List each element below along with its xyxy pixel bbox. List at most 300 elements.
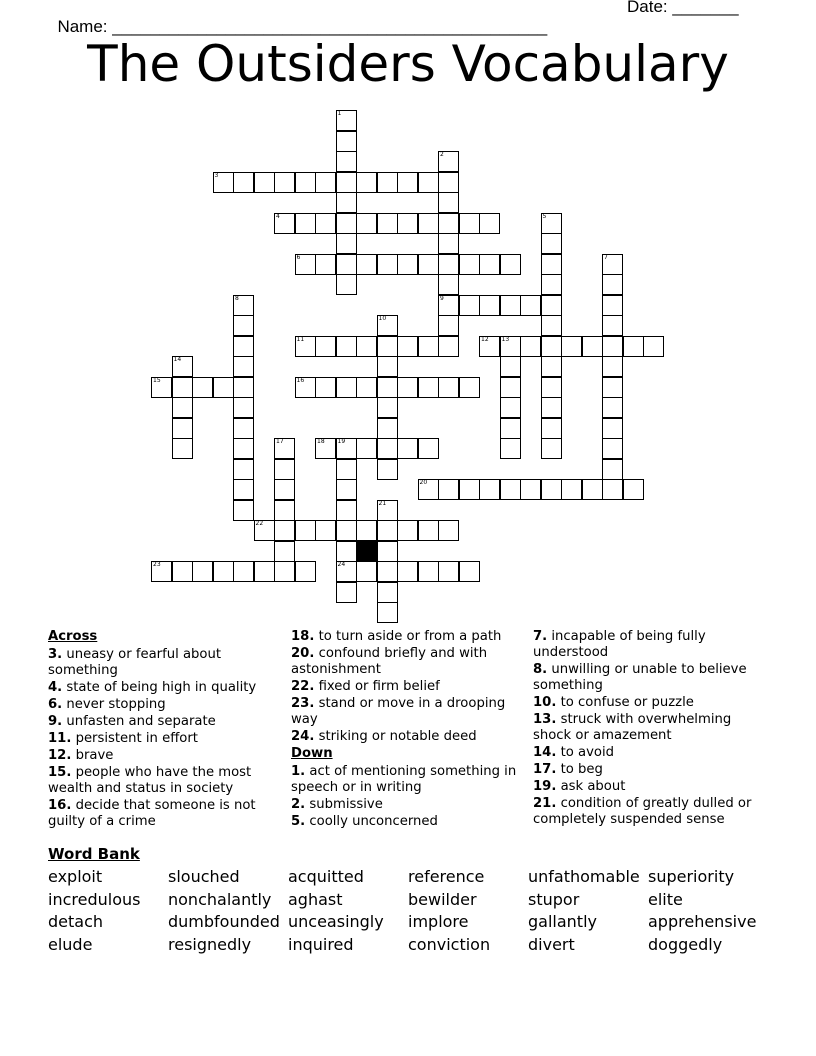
grid-cell[interactable] <box>397 520 418 541</box>
grid-cell[interactable] <box>233 356 254 377</box>
grid-cell[interactable] <box>213 561 234 582</box>
grid-cell[interactable] <box>233 479 254 500</box>
grid-cell[interactable] <box>356 336 377 357</box>
grid-cell[interactable] <box>274 459 295 480</box>
grid-cell[interactable] <box>336 561 357 582</box>
clue-item <box>533 745 773 761</box>
grid-cell[interactable] <box>602 274 623 295</box>
grid-cell[interactable] <box>336 274 357 295</box>
grid-cell[interactable] <box>397 172 418 193</box>
grid-cell[interactable] <box>418 213 439 234</box>
cell-number: 1 <box>337 110 342 117</box>
grid-cell[interactable] <box>336 500 357 521</box>
grid-cell[interactable] <box>397 561 418 582</box>
cell-number: 17 <box>276 438 284 445</box>
word-bank-item: conviction <box>408 935 491 955</box>
clue-item <box>291 814 521 830</box>
grid-cell[interactable] <box>336 254 357 275</box>
grid-cell[interactable] <box>438 254 459 275</box>
grid-cell[interactable] <box>500 479 521 500</box>
grid-cell[interactable] <box>377 561 398 582</box>
grid-cell[interactable] <box>233 172 254 193</box>
grid-cell[interactable] <box>295 377 316 398</box>
grid-cell[interactable] <box>295 561 316 582</box>
grid-cell[interactable] <box>172 377 193 398</box>
clue-item <box>291 679 521 695</box>
grid-cell[interactable] <box>336 336 357 357</box>
grid-cell[interactable] <box>233 418 254 439</box>
grid-cell[interactable] <box>356 377 377 398</box>
clue-number: 16. <box>48 798 72 813</box>
clue-number: 18. <box>291 629 315 644</box>
cell-number: 22 <box>255 520 264 527</box>
grid-cell[interactable] <box>233 438 254 459</box>
clue-text: unfasten and separate <box>62 714 216 729</box>
grid-cell[interactable] <box>336 213 357 234</box>
grid-cell[interactable] <box>438 213 459 234</box>
grid-cell[interactable] <box>541 418 562 439</box>
word-bank-item: slouched <box>168 867 240 886</box>
grid-cell[interactable] <box>541 397 562 418</box>
grid-cell[interactable] <box>336 520 357 541</box>
clue-item <box>48 680 278 696</box>
clue-item <box>291 696 521 728</box>
grid-cell[interactable] <box>541 295 562 316</box>
grid-cell[interactable] <box>377 582 398 603</box>
clue-number: 19. <box>533 779 557 794</box>
clue-item <box>48 748 278 764</box>
clue-text: to confuse or puzzle <box>556 695 694 710</box>
word-bank-heading: Word Bank <box>48 845 140 863</box>
grid-cell[interactable] <box>336 172 357 193</box>
word-bank-item: detach <box>48 912 104 932</box>
grid-cell[interactable] <box>172 356 193 377</box>
grid-cell[interactable] <box>254 172 275 193</box>
grid-cell[interactable] <box>336 459 357 480</box>
grid-cell[interactable] <box>315 172 336 193</box>
word-bank-item: inquired <box>288 935 354 955</box>
grid-cell[interactable] <box>500 356 521 377</box>
grid-cell[interactable] <box>500 336 521 357</box>
grid-cell[interactable] <box>233 336 254 357</box>
grid-cell[interactable] <box>356 254 377 275</box>
grid-cell[interactable] <box>500 295 521 316</box>
grid-cell[interactable] <box>623 336 644 357</box>
word-bank-item: acquitted <box>288 867 364 886</box>
grid-cell[interactable] <box>377 397 398 418</box>
clue-item <box>291 629 521 645</box>
clue-number: 17. <box>533 762 557 777</box>
cell-number: 10 <box>378 315 387 322</box>
clue-text: people who have the most wealth and status in society <box>48 765 252 796</box>
grid-cell[interactable] <box>438 172 459 193</box>
grid-cell[interactable] <box>377 500 398 521</box>
cell-number: 14 <box>173 356 182 363</box>
grid-cell[interactable] <box>602 315 623 336</box>
clue-text: striking or notable deed <box>314 729 477 744</box>
clue-number: 2. <box>291 797 306 812</box>
clue-item <box>48 697 278 713</box>
grid-cell[interactable] <box>500 418 521 439</box>
grid-cell[interactable] <box>274 541 295 562</box>
grid-cell[interactable] <box>336 131 357 152</box>
clue-number: 24. <box>291 729 315 744</box>
word-bank-item: elite <box>648 889 683 909</box>
clue-number: 4. <box>48 680 63 695</box>
grid-cell[interactable] <box>377 459 398 480</box>
clue-text: incapable of being fully understood <box>533 629 706 660</box>
grid-cell[interactable] <box>459 377 480 398</box>
clue-number: 13. <box>533 712 557 727</box>
grid-cell[interactable] <box>315 336 336 357</box>
clue-text: condition of greatly dulled or completely suspended sense <box>533 796 752 827</box>
grid-cell[interactable] <box>356 172 377 193</box>
clue-item <box>533 629 773 661</box>
grid-cell[interactable] <box>459 561 480 582</box>
grid-cell[interactable] <box>295 336 316 357</box>
grid-cell[interactable] <box>520 479 541 500</box>
grid-cell[interactable] <box>336 479 357 500</box>
down-heading: Down <box>291 746 333 761</box>
grid-cell[interactable] <box>295 254 316 275</box>
grid-cell[interactable] <box>192 561 213 582</box>
grid-cell[interactable] <box>233 295 254 316</box>
clue-number: 15. <box>48 765 72 780</box>
clue-text: persistent in effort <box>71 731 198 746</box>
across-clue-list <box>48 647 278 830</box>
clue-item <box>48 798 278 830</box>
clue-text: to avoid <box>556 745 614 760</box>
cell-number: 2 <box>440 151 444 158</box>
clue-number: 6. <box>48 697 63 712</box>
clue-number: 10. <box>533 695 557 710</box>
clue-item <box>533 796 773 828</box>
clue-text: struck with overwhelming shock or amazement <box>533 712 732 743</box>
cell-number: 13 <box>501 335 510 343</box>
grid-cell[interactable] <box>418 438 439 459</box>
grid-cell[interactable] <box>479 213 500 234</box>
page-title: The Outsiders Vocabulary <box>87 35 729 93</box>
grid-cell[interactable] <box>233 315 254 336</box>
grid-cell[interactable] <box>295 520 316 541</box>
cell-number: 9 <box>440 294 444 302</box>
grid-cell[interactable] <box>602 418 623 439</box>
word-bank-item: stupor <box>528 889 580 909</box>
grid-cell[interactable] <box>438 520 459 541</box>
cell-number: 24 <box>337 561 346 568</box>
grid-cell[interactable] <box>438 561 459 582</box>
clue-number: 11. <box>48 731 72 746</box>
grid-cell[interactable] <box>418 172 439 193</box>
clue-text: stand or move in a drooping way <box>291 696 506 727</box>
grid-cell[interactable] <box>602 336 623 357</box>
grid-cell[interactable] <box>254 561 275 582</box>
clues-column-2 <box>291 629 521 831</box>
cell-number: 21 <box>378 499 387 507</box>
grid-cell[interactable] <box>438 233 459 254</box>
grid-cell[interactable] <box>356 520 377 541</box>
grid-cell[interactable] <box>315 377 336 398</box>
cell-number: 4 <box>276 212 280 220</box>
grid-cell[interactable] <box>479 479 500 500</box>
down-clue-list <box>291 764 521 830</box>
grid-cell[interactable] <box>172 561 193 582</box>
grid-cell[interactable] <box>233 377 254 398</box>
grid-cell[interactable] <box>274 561 295 582</box>
grid-cell[interactable] <box>541 336 562 357</box>
word-bank-item: elude <box>48 935 93 955</box>
grid-cell[interactable] <box>438 151 459 172</box>
grid-cell[interactable] <box>541 377 562 398</box>
grid-cell[interactable] <box>541 213 562 234</box>
grid-cell[interactable] <box>151 561 172 582</box>
down-clue-list-continued <box>533 629 773 828</box>
grid-cell[interactable] <box>397 438 418 459</box>
grid-cell[interactable] <box>397 377 418 398</box>
clue-number: 23. <box>291 696 315 711</box>
clue-number: 3. <box>48 647 63 662</box>
grid-cell[interactable] <box>500 377 521 398</box>
grid-cell[interactable] <box>602 397 623 418</box>
grid-cell[interactable] <box>438 377 459 398</box>
word-bank-item: exploit <box>48 867 103 886</box>
grid-cell[interactable] <box>274 520 295 541</box>
grid-cell[interactable] <box>233 459 254 480</box>
grid-cell[interactable] <box>397 213 418 234</box>
grid-cell[interactable] <box>356 561 377 582</box>
clue-text: fixed or firm belief <box>314 679 440 694</box>
grid-cell[interactable] <box>438 315 459 336</box>
grid-cell[interactable] <box>213 377 234 398</box>
grid-cell[interactable] <box>213 172 234 193</box>
grid-cell[interactable] <box>315 438 336 459</box>
grid-cell[interactable] <box>233 500 254 521</box>
grid-cell[interactable] <box>377 356 398 377</box>
clue-number: 8. <box>533 662 548 677</box>
grid-cell[interactable] <box>438 479 459 500</box>
clue-text: state of being high in quality <box>62 680 257 695</box>
clue-text: never stopping <box>62 697 166 712</box>
cell-number: 5 <box>542 212 547 220</box>
grid-cell[interactable] <box>151 377 172 398</box>
grid-cell[interactable] <box>438 295 459 316</box>
name-field-label: Name: ______________________________________________ <box>57 17 548 36</box>
grid-cell[interactable] <box>295 213 316 234</box>
grid-cell[interactable] <box>418 377 439 398</box>
grid-cell[interactable] <box>274 500 295 521</box>
cell-number: 23 <box>153 561 161 568</box>
grid-cell[interactable] <box>418 479 439 500</box>
word-bank-item: aghast <box>288 889 343 909</box>
grid-cell[interactable] <box>459 213 480 234</box>
clue-text: ask about <box>556 779 626 794</box>
clue-text: decide that someone is not guilty of a crime <box>48 798 256 829</box>
clue-text: uneasy or fearful about something <box>48 647 222 678</box>
word-bank-item: superiority <box>648 867 735 886</box>
clue-number: 7. <box>533 629 548 644</box>
grid-cell[interactable] <box>172 397 193 418</box>
grid-cell[interactable] <box>459 295 480 316</box>
clue-item <box>533 662 773 694</box>
grid-cell[interactable] <box>541 438 562 459</box>
clues-column-3 <box>533 629 773 829</box>
grid-cell[interactable] <box>274 213 295 234</box>
grid-cell[interactable] <box>377 336 398 357</box>
grid-cell[interactable] <box>459 254 480 275</box>
grid-cell[interactable] <box>233 397 254 418</box>
word-bank-item: dumbfounded <box>168 912 280 932</box>
grid-cell[interactable] <box>438 192 459 213</box>
grid-cell[interactable] <box>377 254 398 275</box>
grid-cell[interactable] <box>602 479 623 500</box>
grid-cell[interactable] <box>418 254 439 275</box>
grid-cell[interactable] <box>377 520 398 541</box>
word-bank-item: implore <box>408 912 469 932</box>
grid-cell[interactable] <box>602 295 623 316</box>
clue-item <box>291 797 521 813</box>
word-bank-item: nonchalantly <box>168 889 272 909</box>
grid-cell[interactable] <box>336 233 357 254</box>
grid-cell[interactable] <box>397 254 418 275</box>
grid-cell[interactable] <box>336 151 357 172</box>
grid-cell[interactable] <box>377 315 398 336</box>
grid-cell[interactable] <box>336 438 357 459</box>
word-bank-item: gallantly <box>528 912 597 932</box>
clue-item <box>291 729 521 745</box>
cell-number: 6 <box>296 253 301 261</box>
word-bank-item: bewilder <box>408 889 477 909</box>
grid-cell[interactable] <box>561 336 582 357</box>
cell-number: 8 <box>235 294 239 302</box>
grid-cell[interactable] <box>336 541 357 562</box>
word-bank-item: doggedly <box>648 935 723 955</box>
grid-cell[interactable] <box>500 438 521 459</box>
grid-cell[interactable] <box>377 172 398 193</box>
grid-cell[interactable] <box>541 254 562 275</box>
clue-text: to beg <box>556 762 603 777</box>
grid-cell[interactable] <box>602 459 623 480</box>
clue-item <box>48 647 278 679</box>
grid-cell[interactable] <box>520 295 541 316</box>
grid-cell[interactable] <box>172 438 193 459</box>
grid-cell[interactable] <box>500 397 521 418</box>
clue-text: submissive <box>305 797 383 812</box>
grid-cell[interactable] <box>397 336 418 357</box>
across-heading: Across <box>48 629 98 644</box>
grid-cell[interactable] <box>336 192 357 213</box>
clue-item <box>48 714 278 730</box>
black-cell <box>356 541 377 562</box>
grid-cell[interactable] <box>315 213 336 234</box>
grid-cell[interactable] <box>541 233 562 254</box>
grid-cell[interactable] <box>602 438 623 459</box>
date-field-label: Date: _______ <box>627 0 739 16</box>
grid-cell[interactable] <box>274 479 295 500</box>
grid-cell[interactable] <box>295 172 316 193</box>
cell-number: 15 <box>153 376 161 384</box>
grid-cell[interactable] <box>418 520 439 541</box>
grid-cell[interactable] <box>172 418 193 439</box>
clue-text: brave <box>71 748 114 763</box>
grid-cell[interactable] <box>274 438 295 459</box>
grid-cell[interactable] <box>274 172 295 193</box>
grid-cell[interactable] <box>643 336 664 357</box>
grid-cell[interactable] <box>541 274 562 295</box>
cell-number: 12 <box>481 335 489 343</box>
clue-number: 20. <box>291 646 315 661</box>
cell-number: 16 <box>296 376 305 384</box>
grid-cell[interactable] <box>500 254 521 275</box>
grid-cell[interactable] <box>356 438 377 459</box>
clue-item <box>533 695 773 711</box>
grid-cell[interactable] <box>418 561 439 582</box>
clue-number: 22. <box>291 679 315 694</box>
grid-cell[interactable] <box>623 479 644 500</box>
grid-cell[interactable] <box>479 336 500 357</box>
grid-cell[interactable] <box>377 602 398 623</box>
grid-cell[interactable] <box>377 541 398 562</box>
grid-cell[interactable] <box>459 479 480 500</box>
grid-cell[interactable] <box>602 254 623 275</box>
clue-text: act of mentioning something in speech or in writing <box>291 764 517 795</box>
grid-cell[interactable] <box>438 274 459 295</box>
grid-cell[interactable] <box>582 336 603 357</box>
grid-cell[interactable] <box>561 479 582 500</box>
grid-cell[interactable] <box>479 254 500 275</box>
grid-cell[interactable] <box>602 377 623 398</box>
grid-cell[interactable] <box>336 110 357 131</box>
grid-cell[interactable] <box>315 520 336 541</box>
grid-cell[interactable] <box>541 356 562 377</box>
grid-cell[interactable] <box>315 254 336 275</box>
cell-number: 3 <box>214 171 219 179</box>
clue-item <box>533 779 773 795</box>
grid-cell[interactable] <box>356 213 377 234</box>
grid-cell[interactable] <box>438 336 459 357</box>
grid-cell[interactable] <box>233 561 254 582</box>
grid-cell[interactable] <box>377 438 398 459</box>
clue-item <box>291 646 521 678</box>
clue-text: confound briefly and with astonishment <box>291 646 488 677</box>
grid-cell[interactable] <box>541 315 562 336</box>
word-bank-item: unfathomable <box>528 867 640 886</box>
grid-cell[interactable] <box>541 479 562 500</box>
word-bank-item: unceasingly <box>288 912 384 932</box>
clue-item <box>48 765 278 797</box>
grid-cell[interactable] <box>582 479 603 500</box>
clue-number: 9. <box>48 714 63 729</box>
grid-cell[interactable] <box>336 377 357 398</box>
clue-number: 21. <box>533 796 557 811</box>
grid-cell[interactable] <box>192 377 213 398</box>
grid-cell[interactable] <box>602 356 623 377</box>
clue-text: to turn aside or from a path <box>314 629 502 644</box>
word-bank-item: resignedly <box>168 935 252 955</box>
cell-number: 19 <box>337 438 346 445</box>
grid-cell[interactable] <box>336 582 357 603</box>
cell-number: 7 <box>604 253 608 261</box>
grid-cell[interactable] <box>377 377 398 398</box>
grid-cell[interactable] <box>377 418 398 439</box>
clue-item <box>291 764 521 796</box>
clue-number: 12. <box>48 748 72 763</box>
word-bank-item: divert <box>528 935 575 955</box>
grid-cell[interactable] <box>520 336 541 357</box>
grid-cell[interactable] <box>377 213 398 234</box>
grid-cell[interactable] <box>418 336 439 357</box>
grid-cell[interactable] <box>254 520 275 541</box>
grid-cell[interactable] <box>479 295 500 316</box>
